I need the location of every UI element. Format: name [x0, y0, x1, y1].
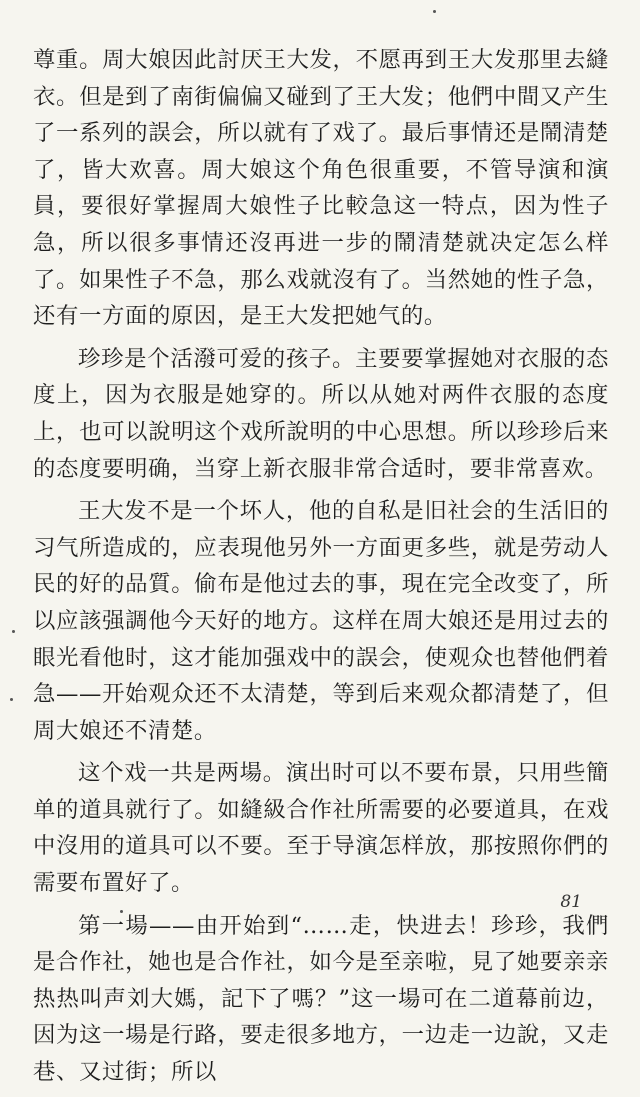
- paragraph-3: 王大发不是一个坏人，他的自私是旧社会的生活旧的习气所造成的，应表現他另外一方面更多些，就是劳动人民的好的品質。偷布是他过去的事，現在完全改变了，所以应該强調他今天好的地方。这样在周大娘还是用过去的眼光看他时，这才能加强戏中的誤会，使观众也替他們着急——开始观众还不太清楚，等到后来观众都清楚了，但周大娘还不清楚。: [33, 498, 609, 744]
- print-speck: [433, 10, 436, 13]
- page-number: 81: [560, 892, 582, 912]
- paragraph-2: 珍珍是个活潑可爱的孩子。主要要掌握她对衣服的态度上，因为衣服是她穿的。所以从她对两件衣服的态度上，也可以說明这个戏所說明的中心思想。所以珍珍后来的态度要明确，当穿上新衣服非常合适时，要非常喜欢。: [33, 345, 609, 482]
- print-speck: [120, 910, 123, 913]
- body-text: [33, 42, 609, 1097]
- paragraph-5: 第一場——由开始到“……走，快进去！珍珍，我們是合作社，她也是合作社，如今是至亲啦，見了她要亲亲热热叫声刘大媽，記下了嗎？”这一場可在二道幕前边，因为这一場是行路，要走很多地方，一边走一边說，又走巷、又过街；所以: [33, 912, 609, 1086]
- print-speck: [12, 630, 15, 633]
- paragraph-1: 尊重。周大娘因此討厌王大发，不愿再到王大发那里去縫衣。但是到了南街偏偏又碰到了王大发；他們中間又产生了一系列的誤会，所以就有了戏了。最后事情还是鬧清楚了，皆大欢喜。周大娘这个角色很重要，不管导演和演員，要很好掌握周大娘性子比較急这一特点，因为性子急，所以很多事情还沒再进一步的鬧清楚就决定怎么样了。如果性子不急，那么戏就沒有了。当然她的性子急，还有一方面的原因，是王大发把她气的。: [33, 47, 609, 330]
- paragraph-4: 这个戏一共是两場。演出时可以不要布景，只用些簡单的道具就行了。如縫級合作社所需要的必要道具，在戏中沒用的道具可以不要。至于导演怎样放，那按照你們的需要布置好了。: [33, 760, 609, 897]
- print-speck: [10, 698, 13, 701]
